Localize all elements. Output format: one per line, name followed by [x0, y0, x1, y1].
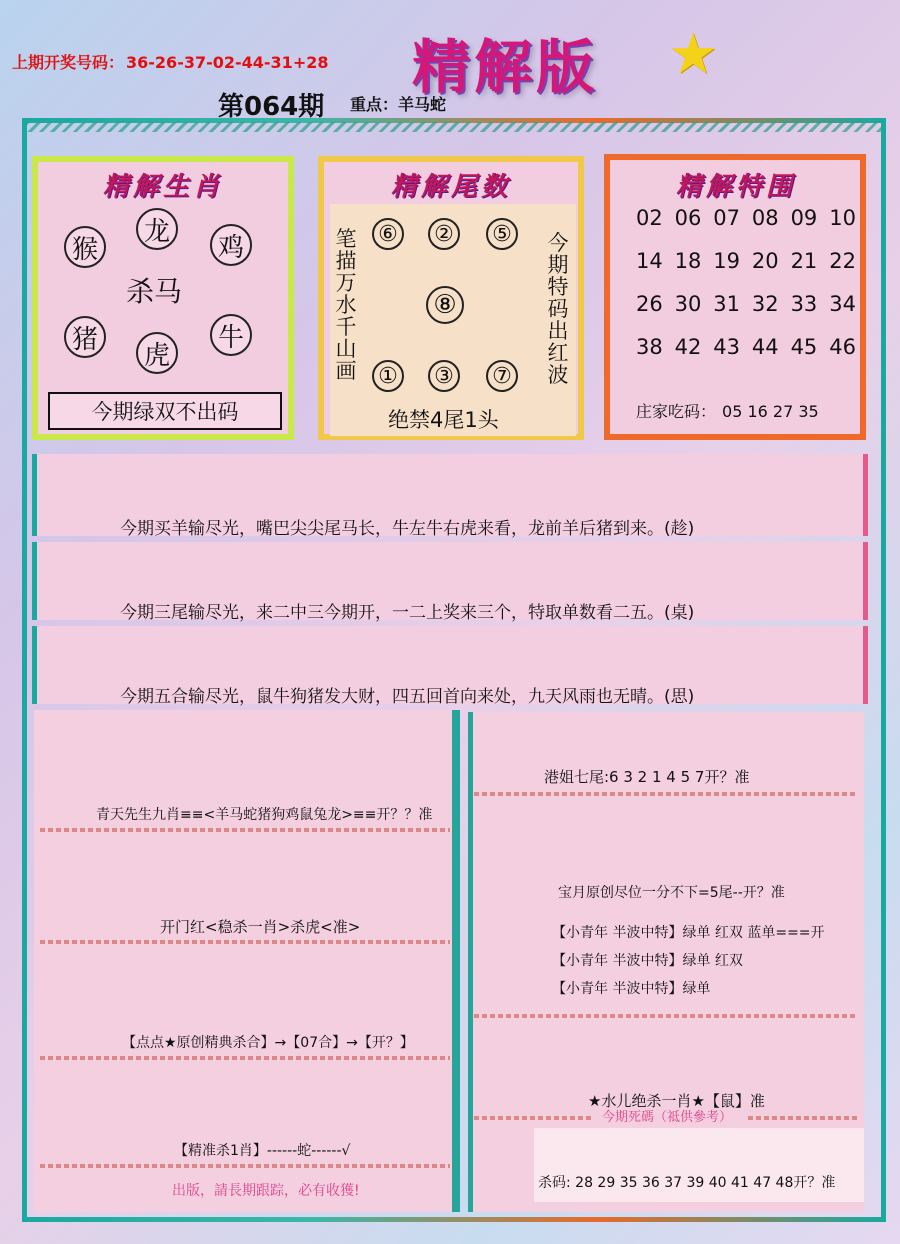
grid-cell: 08: [751, 206, 779, 230]
grid-cell: 38: [636, 335, 663, 359]
divider: [748, 1116, 858, 1120]
wave-line: 【小青年 半波中特】绿单: [552, 981, 711, 997]
right-item: 港姐七尾:6 3 2 1 4 5 7开？准: [544, 768, 750, 786]
tail-number: ⑤: [486, 218, 518, 250]
divider: [40, 1164, 450, 1168]
last-draw: [12, 50, 328, 73]
zodiac-circle: 鸡: [210, 224, 252, 266]
tail-number: ⑥: [372, 218, 404, 250]
grid-cell: 44: [751, 335, 779, 359]
grid-row: [636, 249, 856, 292]
divider: [40, 1056, 450, 1060]
focus: [350, 92, 446, 115]
tail-number: ⑦: [486, 360, 518, 392]
kill-codes: 杀码: 28 29 35 36 37 39 40 41 47 48开？准: [538, 1175, 836, 1191]
tail-ban: 绝禁4尾1头: [388, 408, 499, 432]
grid-cell: 09: [790, 206, 818, 230]
grid-cell: 19: [713, 249, 741, 273]
grid-cell: 10: [829, 206, 856, 230]
tail-right-verse: 今期特码出红波: [547, 231, 569, 387]
tail-center-number: ⑧: [426, 286, 464, 324]
zigzag-border: [26, 122, 882, 132]
grid-cell: 34: [829, 292, 856, 316]
zodiac-circle: 猴: [64, 226, 106, 268]
kill-zodiac: 杀马: [126, 275, 183, 308]
grid-cell: 42: [674, 335, 702, 359]
saying-text: 今期买羊输尽光，嘴巴尖尖尾马长，牛左牛右虎来看，龙前羊后猪到来。(趁): [120, 519, 695, 539]
grid-cell: 02: [636, 206, 663, 230]
issue-number: 第064期: [218, 92, 325, 122]
divider: [474, 1014, 858, 1018]
zodiac-circle: 猪: [64, 316, 106, 358]
left-footer: 出版，請長期跟踪，必有收獲!: [172, 1183, 360, 1199]
grid-cell: 26: [636, 292, 663, 316]
grid-cell: 20: [751, 249, 779, 273]
grid-cell: 21: [790, 249, 818, 273]
left-column: [34, 710, 460, 1212]
banker-codes: [636, 399, 819, 422]
tail-number: ①: [372, 360, 404, 392]
zodiac-circle: 虎: [136, 332, 178, 374]
tail-number: ③: [428, 360, 460, 392]
special-panel-title: 精解特围: [675, 172, 796, 202]
dead-codes-label: 今期死碼（祗供參考）: [602, 1110, 733, 1125]
grid-cell: 32: [751, 292, 779, 316]
grid-row: [636, 292, 856, 335]
right-item: 宝月原创尽位一分不下=5尾--开？准: [558, 885, 785, 901]
page-title: 精解版: [412, 33, 599, 101]
right-item: ★水儿绝杀一肖★【鼠】准: [588, 1092, 765, 1110]
focus-value: 羊马蛇: [398, 95, 447, 114]
left-item: 青天先生九肖≡≡<羊马蛇猪狗鸡鼠兔龙>≡≡开？？准: [96, 807, 433, 823]
tail-left-verse: 笔描万水千山画: [335, 227, 357, 383]
last-draw-value: 36-26-37-02-44-31+28: [126, 53, 329, 72]
left-item: 【精准杀1肖】------蛇------√: [174, 1143, 351, 1159]
grid-cell: 07: [713, 206, 741, 230]
tail-panel-title: 精解尾数: [390, 172, 511, 202]
divider: [474, 1116, 594, 1120]
divider: [474, 792, 858, 796]
saying-text: 今期三尾输尽光，来二中三今期开，一二上奖来三个，特取单数看二五。(桌): [120, 603, 695, 623]
banker-label: 庄家吃码：: [636, 402, 717, 421]
grid-cell: 45: [790, 335, 818, 359]
focus-label: 重点：: [350, 95, 399, 114]
zodiac-circle: 牛: [210, 314, 252, 356]
grid-cell: 33: [790, 292, 818, 316]
zodiac-circle: 龙: [136, 208, 178, 250]
left-item: 【点点★原创精典杀合】→【07合】→【开？】: [122, 1035, 414, 1051]
divider: [40, 940, 450, 944]
grid-cell: 14: [636, 249, 663, 273]
grid-cell: 18: [674, 249, 702, 273]
grid-cell: 22: [829, 249, 856, 273]
banker-value: 05 16 27 35: [722, 402, 819, 421]
green-double-note: 今期绿双不出码: [48, 392, 282, 430]
divider: [40, 828, 450, 832]
grid-cell: 30: [674, 292, 702, 316]
grid-cell: 46: [829, 335, 856, 359]
grid-row: [636, 206, 856, 249]
saying-text: 今期五合输尽光，鼠牛狗猪发大财，四五回首向来处，九天风雨也无晴。(思): [120, 687, 695, 707]
zodiac-panel-title: 精解生肖: [102, 172, 223, 202]
wave-line: 【小青年 半波中特】绿单 红双 蓝单===开: [552, 925, 825, 941]
grid-row: [636, 335, 856, 378]
tail-number: ②: [428, 218, 460, 250]
grid-cell: 43: [713, 335, 741, 359]
special-number-grid: [636, 206, 856, 378]
last-draw-label: 上期开奖号码：: [12, 53, 125, 72]
left-item: 开门红<稳杀一肖>杀虎<准>: [160, 918, 361, 936]
grid-cell: 31: [713, 292, 741, 316]
wave-line: 【小青年 半波中特】绿单 红双: [552, 953, 743, 969]
grid-cell: 06: [674, 206, 702, 230]
star-icon: ★: [668, 22, 719, 87]
